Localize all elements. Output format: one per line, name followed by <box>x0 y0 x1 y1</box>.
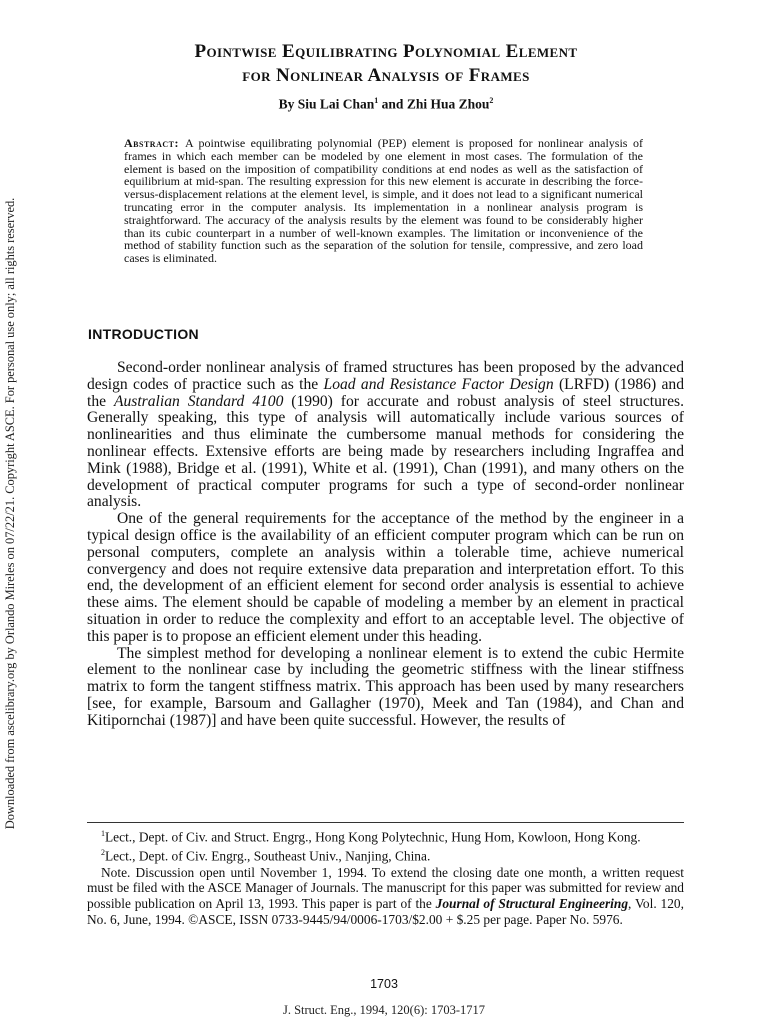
discussion-note-text-b: , Vol. 120, No. 6, June, 1994. ©ASCE, ISSN 0733-9445/94/0006-1703/$2.00 + $.25 per page. Paper No. 5976. <box>87 896 684 927</box>
author-1: Siu Lai Chan <box>297 96 375 112</box>
citation-line: J. Struct. Eng., 1994, 120(6): 1703-1717 <box>282 1003 486 1017</box>
author-2-footnote-mark: 2 <box>489 96 494 105</box>
paragraph-1-text-e: (1990) for accurate and robust analysis of steel structures. Generally speaking, this type of analysis will automatically include various sources of nonlinearities and thus eliminate the cumbersome manual methods for considering the nonlinear effects. Extensive efforts are being made by researchers including Ingraffea and Mink (1988), Bridge et al. (1991), White et al. (1991), Chan (1991), and many others on the development of practical computer programs for such a type of second-order nonlinear analysis. <box>87 392 684 511</box>
abstract-label: Abstract: <box>124 136 179 150</box>
author-line <box>86 96 686 113</box>
section-heading-introduction: INTRODUCTION <box>88 326 199 342</box>
abstract <box>124 137 643 265</box>
author-prefix: By <box>278 96 298 112</box>
paper-title-line-1: Pointwise Equilibrating Polynomial Element <box>194 41 578 62</box>
discussion-note-text-a: Note. Discussion open until November 1, 1994. To extend the closing date one month, a written request must be filed with the ASCE Manager of Journals. The manuscript for this paper was submitted for review and possible publication on April 13, 1993. This paper is part of the <box>87 864 684 912</box>
author-2: Zhi Hua Zhou <box>406 96 490 112</box>
paragraph-2: One of the general requirements for the acceptance of the method by the engineer in a typical design office is the availability of an efficient computer program which can be run on personal computers, complete an analysis within a tolerable time, achieve numerical convergency and does not require extensive data preparation and interpretation effort. To this end, the development of an efficient element for second order analysis is essential to achieve these aims. The element should be capable of modeling a member by an element in practical situation in order to reduce the complexity and effort to an acceptable level. The objective of this paper is to propose an efficient element under this heading. <box>87 510 684 645</box>
page-number: 1703 <box>370 977 398 991</box>
abstract-text: A pointwise equilibrating polynomial (PEP) element is proposed for nonlinear analysis of frames in which each member can be modeled by one element in most cases. The formulation of the element is based on the imposition of compatibility conditions at end nodes as well as the satisfaction of equilibrium at mid-span. The resulting expression for this new element is accurate in describing the force-versus-displacement relations at the element level, is simple, and it does not lead to a significant numerical truncating error in the computer analysis. Its implementation in a nonlinear analysis program is straightforward. The accuracy of the analysis results by the element was found to be considerably higher than its cubic counterpart in a number of well-known examples. The limitation or inconvenience of the method of stability function such as the separation of the solution for tensile, compressive, and zero load cases is eliminated. <box>124 136 643 266</box>
paragraph-1-standard-title: Australian Standard 4100 <box>113 392 284 410</box>
paragraph-1-text-c: (LRFD) (1986) and the <box>87 375 684 410</box>
author-connector: and <box>378 96 407 112</box>
footnote-divider <box>87 822 684 823</box>
paper-title <box>86 40 686 88</box>
journal-name: Journal of Structural Engineering <box>435 896 629 912</box>
body-text <box>87 360 684 730</box>
paper-title-line-2: for Nonlinear Analysis of Frames <box>242 65 530 86</box>
footnotes <box>87 826 684 928</box>
footnote-2-text: Lect., Dept. of Civ. Engrg., Southeast Univ., Nanjing, China. <box>105 848 431 864</box>
footnote-1-mark: 1 <box>101 829 105 838</box>
footnote-2-mark: 2 <box>101 848 105 858</box>
footnote-1 <box>87 826 684 845</box>
paragraph-3: The simplest method for developing a nonlinear element is to extend the cubic Hermite element to the nonlinear case by including the geometric stiffness with the linear stiffness matrix to form the tangent stiffness matrix. This approach has been used by many researchers [see, for example, Barsoum and Gallagher (1970), Meek and Tan (1984), and Chan and Kitipornchai (1987)] and have been quite successful. However, the results of <box>87 644 684 729</box>
paragraph-1-lrfd-title: Load and Resistance Factor Design <box>323 375 554 393</box>
discussion-note <box>87 865 684 928</box>
paragraph-1-text-a: Second-order nonlinear analysis of framed structures has been proposed by the advanced design codes of practice such as the <box>87 359 684 393</box>
download-watermark <box>3 163 19 863</box>
footnote-2 <box>87 845 684 864</box>
download-watermark-text: Downloaded from ascelibrary.org by Orlando Mireles on 07/22/21. Copyright ASCE. For personal use only; all rights reserved. <box>3 197 18 829</box>
author-1-footnote-mark: 1 <box>374 96 379 105</box>
footnote-1-text: Lect., Dept. of Civ. and Struct. Engrg., Hong Kong Polytechnic, Hung Hom, Kowloon, Hong Kong. <box>105 829 641 845</box>
paragraph-1 <box>87 360 684 511</box>
